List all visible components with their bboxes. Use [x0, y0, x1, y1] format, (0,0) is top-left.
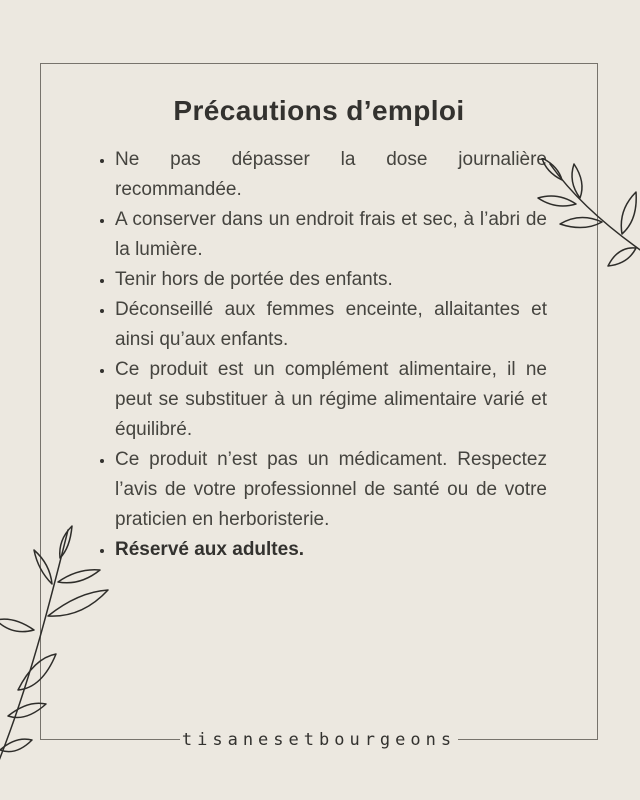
precaution-item: • Ce produit n’est pas un médicament. Respectez l’avis de votre professionnel de santé ou de votre praticien en herboristerie.	[115, 445, 547, 535]
precaution-item-reserved-adults: • Réservé aux adultes.	[115, 535, 547, 565]
precaution-item: • Tenir hors de portée des enfants.	[115, 265, 547, 295]
precautions-list	[41, 145, 597, 565]
precaution-item: • Ne pas dépasser la dose journalière recommandée.	[115, 145, 547, 205]
page-title: Précautions d’emploi	[173, 95, 465, 126]
brand-signature: tisanesetbourgeons	[180, 726, 458, 754]
precaution-item: • A conserver dans un endroit frais et sec, à l’abri de la lumière.	[115, 205, 547, 265]
precaution-item: • Ce produit est un complément alimentaire, il ne peut se substituer à un régime alimentaire varié et équilibré.	[115, 355, 547, 445]
precautions-card	[40, 63, 598, 740]
footer-signature-row	[40, 726, 598, 754]
precaution-item: • Déconseillé aux femmes enceinte, allaitantes et ainsi qu’aux enfants.	[115, 295, 547, 355]
